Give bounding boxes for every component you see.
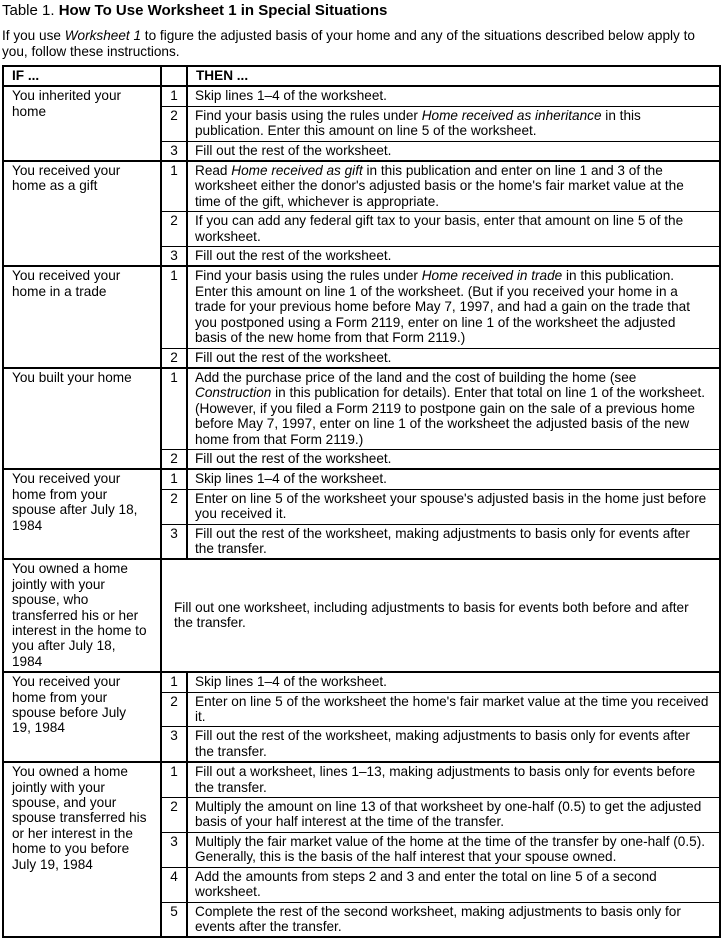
- text-segment: Fill out the rest of the worksheet.: [195, 349, 392, 365]
- then-column-header: THEN ...: [187, 66, 720, 86]
- if-cell: You received your home from your spouse before July 19, 1984: [3, 672, 161, 762]
- then-cell: [187, 141, 720, 161]
- step-number: 1: [161, 762, 187, 797]
- text-segment: Complete the rest of the second worksheet, making adjustments to basis only for events after the transfer.: [195, 903, 681, 934]
- intro-post: to figure the adjusted basis of your home and any of the situations described below apply to you, follow these instructions.: [2, 28, 695, 59]
- text-segment: Add the amounts from steps 2 and 3 and enter the total on line 5 of a second worksheet.: [195, 868, 657, 900]
- step-number: 1: [161, 469, 187, 489]
- merged-then-cell: Fill out one worksheet, including adjustments to basis for events both before and after the transfer.: [161, 559, 720, 672]
- if-cell: You received your home from your spouse after July 18, 1984: [3, 469, 161, 559]
- then-cell: [187, 161, 720, 212]
- table-row: [3, 762, 720, 797]
- text-segment: Add the purchase price of the land and the cost of building the home (see: [195, 369, 637, 385]
- text-segment: Fill out the rest of the worksheet, making adjustments to basis only for events after the transfer.: [195, 728, 690, 759]
- text-segment: in this publication. Enter this amount on line 1 of the worksheet. (But if you received your home in a trade for your previous home before May 7, 1997, and had a gain on the trade that you postponed using a Form 2119, enter on line 1 of the worksheet the adjusted basis of the new home from that Form 2119.): [195, 268, 690, 346]
- step-column-header: [161, 66, 187, 86]
- table-header: [3, 66, 720, 86]
- step-number: 2: [161, 489, 187, 524]
- text-segment: in this publication. Enter this amount on line 5 of the worksheet.: [195, 107, 641, 139]
- special-situations-table: [2, 65, 721, 938]
- then-cell: [187, 348, 720, 368]
- italic-reference: Home received in trade: [421, 268, 563, 284]
- step-number: 2: [161, 106, 187, 141]
- text-segment: Fill out the rest of the worksheet.: [195, 248, 392, 264]
- text-segment: Fill out the rest of the worksheet, making adjustments to basis only for events after the transfer.: [195, 525, 690, 556]
- text-segment: Skip lines 1–4 of the worksheet.: [195, 471, 387, 487]
- table-title: [2, 2, 719, 20]
- header-row: [3, 66, 720, 86]
- step-number: 1: [161, 368, 187, 450]
- table-title-prefix: Table 1.: [2, 2, 59, 19]
- text-segment: Find your basis using the rules under: [195, 268, 422, 284]
- step-number: 3: [161, 524, 187, 559]
- text-segment: Multiply the amount on line 13 of that worksheet by one-half (0.5) to get the adjusted basis of your half interest at the time of the transfer.: [195, 799, 702, 830]
- then-cell: [187, 489, 720, 524]
- then-cell: [187, 727, 720, 762]
- step-number: 1: [161, 86, 187, 106]
- text-segment: Skip lines 1–4 of the worksheet.: [195, 88, 387, 104]
- step-number: 1: [161, 266, 187, 348]
- step-number: 2: [161, 798, 187, 833]
- text-segment: in this publication and enter on line 1 and 3 of the worksheet either the donor's adjusted basis or the home's fair market value at the time of the gift, whichever is appropriate.: [195, 163, 684, 209]
- then-cell: [187, 266, 720, 348]
- italic-reference: Construction: [195, 385, 272, 401]
- step-number: 2: [161, 449, 187, 469]
- text-segment: Fill out the rest of the worksheet.: [195, 142, 392, 158]
- text-segment: Enter on line 5 of the worksheet your spouse's adjusted basis in the home just before you received it.: [195, 490, 707, 522]
- table-row: [3, 559, 720, 672]
- then-cell: [187, 524, 720, 559]
- if-cell: You received your home in a trade: [3, 266, 161, 367]
- table-row: [3, 266, 720, 348]
- text-segment: Fill out a worksheet, lines 1–13, making adjustments to basis only for events before the transfer.: [195, 764, 696, 795]
- then-cell: [187, 867, 720, 902]
- text-segment: Skip lines 1–4 of the worksheet.: [195, 674, 387, 690]
- step-number: 3: [161, 832, 187, 867]
- then-cell: [187, 798, 720, 833]
- text-segment: If you can add any federal gift tax to your basis, enter that amount on line 5 of the worksheet.: [195, 213, 684, 244]
- table-row: [3, 86, 720, 106]
- step-number: 2: [161, 692, 187, 727]
- step-number: 2: [161, 212, 187, 247]
- then-cell: [187, 106, 720, 141]
- table-body: [3, 86, 720, 937]
- then-cell: [187, 247, 720, 267]
- text-segment: Enter on line 5 of the worksheet the home's fair market value at the time you received it.: [195, 693, 709, 725]
- table-row: [3, 672, 720, 692]
- text-segment: Find your basis using the rules under: [195, 107, 422, 123]
- italic-reference: Home received as inheritance: [421, 107, 602, 123]
- table-row: [3, 469, 720, 489]
- then-cell: [187, 672, 720, 692]
- text-segment: Fill out the rest of the worksheet.: [195, 450, 392, 466]
- then-cell: [187, 692, 720, 727]
- step-number: 4: [161, 867, 187, 902]
- step-number: 1: [161, 161, 187, 212]
- step-number: 1: [161, 672, 187, 692]
- if-column-header: IF ...: [3, 66, 161, 86]
- step-number: 3: [161, 141, 187, 161]
- text-segment: Multiply the fair market value of the home at the time of the transfer by one-half (0.5). Generally, this is the basis of the half interest that your spouse owned.: [195, 833, 706, 865]
- if-cell: You owned a home jointly with your spouse, and your spouse transferred his or her interest in the home to you before July 19, 1984: [3, 762, 161, 937]
- table-row: [3, 161, 720, 212]
- intro-pre: If you use: [2, 28, 65, 43]
- table-title-main: How To Use Worksheet 1 in Special Situations: [58, 2, 388, 19]
- step-number: 2: [161, 348, 187, 368]
- step-number: 3: [161, 247, 187, 267]
- then-cell: [187, 86, 720, 106]
- if-cell: You received your home as a gift: [3, 161, 161, 266]
- then-cell: [187, 762, 720, 797]
- step-number: 5: [161, 902, 187, 937]
- then-cell: [187, 902, 720, 937]
- then-cell: [187, 469, 720, 489]
- if-cell: You owned a home jointly with your spouse, who transferred his or her interest in the home to you after July 18, 1984: [3, 559, 161, 672]
- table-row: [3, 368, 720, 450]
- intro-worksheet-reference: Worksheet 1: [64, 28, 142, 43]
- intro-text: [2, 28, 702, 60]
- then-cell: [187, 832, 720, 867]
- if-cell: You built your home: [3, 368, 161, 469]
- italic-reference: Home received as gift: [231, 163, 363, 179]
- text-segment: in this publication for details). Enter that total on line 1 of the worksheet. (However, if you filed a Form 2119 to postpone gain on the sale of a previous home before May 7, 1997, enter on line 1 of the worksheet the adjusted basis of the new home from that Form 2119.): [195, 385, 706, 447]
- step-number: 3: [161, 727, 187, 762]
- then-cell: [187, 449, 720, 469]
- text-segment: Read: [195, 163, 232, 179]
- if-cell: You inherited your home: [3, 86, 161, 161]
- then-cell: [187, 368, 720, 450]
- then-cell: [187, 212, 720, 247]
